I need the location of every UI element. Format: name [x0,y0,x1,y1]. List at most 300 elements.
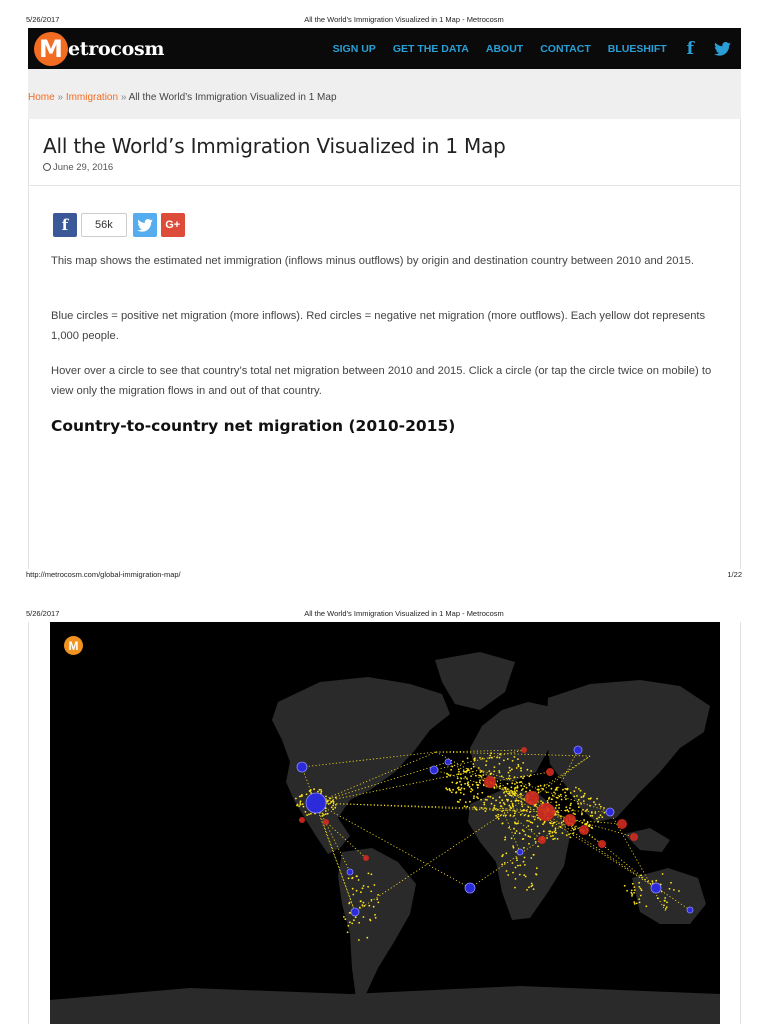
outflow-country-circle[interactable] [598,840,606,848]
outflow-country-circle[interactable] [363,855,369,861]
migration-dot [467,783,469,785]
migration-dot [483,785,485,787]
migration-dot [325,813,327,815]
migration-dot [533,888,535,890]
migration-dot [464,776,466,778]
migration-dot [472,784,474,786]
asia-shape [546,680,710,822]
migration-dot [459,781,461,783]
migration-dot [568,811,570,813]
migration-dot [458,771,460,773]
migration-dot [446,776,448,778]
migration-dot [370,891,372,893]
migration-dot [331,801,333,803]
migration-dot [498,770,500,772]
migration-dot [537,817,539,819]
migration-dot [589,798,591,800]
migration-dot [535,841,537,843]
migration-dot [473,795,475,797]
migration-dot [526,889,528,891]
migration-dot [368,873,370,875]
breadcrumb-home[interactable]: Home [28,92,55,103]
migration-dot [554,822,556,824]
migration-dot [599,804,601,806]
migration-dot [510,815,512,817]
migration-dot [306,793,308,795]
migration-dot [489,796,491,798]
migration-dot [538,789,540,791]
inflow-country-circle[interactable] [347,869,353,875]
outflow-country-circle[interactable] [546,768,554,776]
migration-dot [525,834,527,836]
instructions-paragraph: Hover over a circle to see that country’s total net migration between 2010 and 2015. Click a circle (or tap the circle twice on mobile) to view only the migration flows in and out of that country. [51,365,712,397]
inflow-country-circle[interactable] [517,849,523,855]
migration-dot [308,814,310,816]
migration-dot [532,885,534,887]
nav-about[interactable]: ABOUT [485,42,524,55]
migration-dot [504,862,506,864]
migration-dot [514,776,516,778]
migration-dot [537,826,539,828]
migration-dot [641,889,643,891]
migration-dot [523,776,525,778]
print-date: 5/26/2017 [26,15,60,24]
migration-dot [574,813,576,815]
migration-dot [303,806,305,808]
migration-dot [570,792,572,794]
migration-dot [529,790,531,792]
twitter-icon [137,219,153,232]
migration-dot [335,804,337,806]
migration-dot [348,903,350,905]
migration-dot [452,766,454,768]
migration-dot [325,796,327,798]
migration-dot [565,806,567,808]
migration-dot [504,839,506,841]
migration-dot [506,791,508,793]
migration-dot [366,937,368,939]
migration-dot [460,789,462,791]
migration-dot [556,789,558,791]
migration-dot [601,816,603,818]
migration-dot [470,791,472,793]
migration-dot [463,794,465,796]
migration-dot [500,815,502,817]
migration-dot [520,767,522,769]
migration-dot [494,766,496,768]
migration-dot [520,814,522,816]
migration-dot [590,815,592,817]
migration-dot [664,897,666,899]
migration-dot [555,801,557,803]
inflow-country-circle[interactable] [574,746,582,754]
migration-dot [514,812,516,814]
breadcrumb-band [28,69,741,119]
migration-dot [508,772,510,774]
migration-dot [572,809,574,811]
migration-dot [460,784,462,786]
migration-dot [516,790,518,792]
migration-dot [524,864,526,866]
migration-dot [322,813,324,815]
migration-dot [542,823,544,825]
migration-dot [445,787,447,789]
migration-dot [492,797,494,799]
migration-dot [451,791,453,793]
migration-map-canvas[interactable] [50,622,720,1024]
migration-dot [469,801,471,803]
migration-dot [330,797,332,799]
nav-contact[interactable]: CONTACT [540,42,591,55]
migration-dot [561,799,563,801]
migration-dot [556,811,558,813]
site-logo[interactable] [34,31,164,66]
migration-dot [673,889,675,891]
migration-dot [514,790,516,792]
inflow-country-circle[interactable] [465,883,475,893]
migration-dot [523,831,525,833]
migration-dot [537,786,539,788]
migration-dot [548,798,550,800]
migration-dot [448,774,450,776]
migration-dot [499,753,501,755]
migration-dot [547,800,549,802]
migration-dot [515,851,517,853]
migration-dot [666,906,668,908]
migration-dot [483,802,485,804]
migration-dot [359,907,361,909]
migration-dot [546,837,548,839]
migration-dot [481,770,483,772]
migration-dot [506,870,508,872]
outflow-country-circle[interactable] [537,803,555,821]
migration-dot [347,925,349,927]
migration-dot [560,815,562,817]
migration-dot [520,770,522,772]
migration-dot [540,785,542,787]
breadcrumb-category[interactable]: Immigration [65,92,119,103]
migration-dot [530,821,532,823]
migration-dot [494,805,496,807]
migration-dot [482,758,484,760]
migration-dot [516,767,518,769]
migration-dot [358,939,360,941]
migration-dot [484,807,486,809]
migration-dot [472,763,474,765]
migration-dot [549,833,551,835]
migration-dot [521,810,523,812]
migration-dot [498,818,500,820]
migration-dot [517,758,519,760]
migration-dot [368,905,370,907]
migration-dot [523,874,525,876]
migration-dot [459,799,461,801]
migration-dot [299,802,301,804]
migration-dot [511,782,513,784]
migration-dot [582,809,584,811]
migration-dot [360,891,362,893]
migration-dot [504,836,506,838]
migration-dot [564,792,566,794]
migration-dot [501,864,503,866]
migration-dot [358,922,360,924]
migration-dot [586,823,588,825]
migration-dot [581,812,583,814]
inflow-country-circle[interactable] [297,762,307,772]
print-title: All the World's Immigration Visualized in 1 Map - Metrocosm [304,15,504,24]
outflow-country-circle[interactable] [521,747,527,753]
outflow-country-circle[interactable] [564,814,576,826]
migration-dot [479,775,481,777]
migration-dot [508,778,510,780]
migration-dot [460,773,462,775]
migration-dot [569,807,571,809]
migration-dot [452,789,454,791]
migration-dot [344,918,346,920]
outflow-country-circle[interactable] [579,825,589,835]
migration-dot [578,806,580,808]
migration-dot [449,775,451,777]
antarctica-shape [50,986,720,1024]
migration-dot [624,885,626,887]
migration-dot [551,798,553,800]
migration-dot [597,821,599,823]
print-header [0,12,768,26]
migration-dot [446,773,448,775]
migration-dot [512,845,514,847]
inflow-country-circle[interactable] [606,808,614,816]
migration-dot [580,790,582,792]
migration-dot [556,805,558,807]
migration-dot [505,852,507,854]
migration-dot [481,792,483,794]
clock-icon [43,163,51,171]
twitter-share-button[interactable] [133,213,157,237]
migration-dot [334,807,336,809]
inflow-country-circle[interactable] [306,793,326,813]
logo-mark: M [34,32,68,66]
migration-dot [497,809,499,811]
migration-dot [495,815,497,817]
nav-links [316,28,731,69]
migration-dot [661,891,663,893]
migration-dot [557,797,559,799]
migration-dot [509,792,511,794]
inflow-country-circle[interactable] [430,766,438,774]
twitter-icon[interactable] [714,42,731,56]
section-heading: Country-to-country net migration (2010-2015) [51,417,456,435]
migration-dot [578,788,580,790]
migration-dot [534,838,536,840]
migration-dot [514,810,516,812]
migration-dot [574,828,576,830]
migration-dot [528,843,530,845]
inflow-country-circle[interactable] [651,883,661,893]
migration-dot [516,859,518,861]
migration-dot [581,822,583,824]
migration-dot [514,823,516,825]
migration-dot [509,775,511,777]
migration-dot [348,877,350,879]
migration-dot [502,854,504,856]
inflow-country-circle[interactable] [445,759,451,765]
migration-dot [512,862,514,864]
migration-dot [470,775,472,777]
migration-dot [503,792,505,794]
migration-dot [460,792,462,794]
migration-dot [456,782,458,784]
outflow-country-circle[interactable] [538,836,546,844]
migration-dot [353,919,355,921]
migration-dot [638,898,640,900]
migration-dot [513,828,515,830]
nav-blueshift[interactable]: BLUESHIFT [607,42,667,55]
migration-dot [352,894,354,896]
migration-dot [555,829,557,831]
migration-dot [525,791,527,793]
migration-dot [562,832,564,834]
facebook-share-button[interactable] [53,213,77,237]
nav-get-the-data[interactable]: GET THE DATA [392,42,469,55]
outflow-country-circle[interactable] [299,817,305,823]
migration-dot [546,792,548,794]
migration-dot [332,805,334,807]
migration-dot [476,796,478,798]
migration-dot [514,887,516,889]
migration-dot [666,901,668,903]
outflow-country-circle[interactable] [323,819,329,825]
migration-dot [555,813,557,815]
migration-dot [600,806,602,808]
migration-dot [499,763,501,765]
migration-dot [461,787,463,789]
breadcrumb-separator: » [120,92,127,103]
migration-dot [543,830,545,832]
migration-dot [331,807,333,809]
migration-dot [463,770,465,772]
migration-dot [511,786,513,788]
migration-map[interactable] [50,622,720,1024]
inflow-country-circle[interactable] [351,908,359,916]
migration-dot [513,847,515,849]
migration-dot [594,812,596,814]
migration-dot [538,833,540,835]
migration-dot [634,889,636,891]
migration-dot [356,890,358,892]
migration-dot [500,805,502,807]
migration-dot [536,867,538,869]
migration-dot [662,873,664,875]
migration-dot [492,809,494,811]
facebook-icon: f [61,216,69,234]
migration-dot [639,902,641,904]
migration-dot [375,917,377,919]
migration-dot [530,770,532,772]
migration-dot [531,829,533,831]
migration-dot [596,818,598,820]
migration-dot [479,757,481,759]
migration-dot [499,796,501,798]
facebook-icon[interactable]: f [686,38,694,59]
migration-dot [524,857,526,859]
migration-dot [367,886,369,888]
migration-dot [558,804,560,806]
migration-dot [538,791,540,793]
migration-dot [449,788,451,790]
migration-dot [514,792,516,794]
migration-dot [520,785,522,787]
migration-dot [332,808,334,810]
outflow-country-circle[interactable] [630,833,638,841]
migration-dot [363,916,365,918]
migration-dot [360,900,362,902]
migration-dot [631,893,633,895]
outflow-country-circle[interactable] [617,819,627,829]
migration-dot [497,816,499,818]
migration-dot [335,797,337,799]
migration-dot [449,790,451,792]
migration-dot [633,886,635,888]
migration-dot [633,901,635,903]
migration-dot [576,795,578,797]
article-title: All the World’s Immigration Visualized in 1 Map [43,134,506,158]
greenland-shape [435,652,515,710]
migration-dot [552,832,554,834]
migration-dot [310,813,312,815]
migration-dot [298,805,300,807]
article-card [28,119,741,569]
nav-sign-up[interactable]: SIGN UP [332,42,376,55]
migration-dot [475,775,477,777]
migration-dot [523,838,525,840]
migration-dot [529,811,531,813]
migration-dot [516,782,518,784]
migration-dot [305,811,307,813]
outflow-country-circle[interactable] [484,776,496,788]
migration-dot [479,781,481,783]
migration-dot [552,795,554,797]
article-date [43,162,113,173]
migration-dot [458,787,460,789]
migration-dot [512,760,514,762]
intro-paragraph: This map shows the estimated net immigration (inflows minus outflows) by origin and destination country between 2010 and 2015. [51,255,695,267]
migration-dot [509,767,511,769]
migration-dot [306,814,308,816]
outflow-country-circle[interactable] [525,791,539,805]
migration-dot [557,838,559,840]
inflow-country-circle[interactable] [687,907,693,913]
migration-dot [521,803,523,805]
migration-dot [645,905,647,907]
migration-dot [665,908,667,910]
migration-dot [501,799,503,801]
google-plus-share-button[interactable] [161,213,185,237]
migration-dot [522,762,524,764]
migration-dot [552,823,554,825]
migration-dot [458,789,460,791]
migration-dot [570,803,572,805]
migration-dot [499,785,501,787]
migration-dot [548,785,550,787]
migration-dot [603,807,605,809]
migration-dot [501,775,503,777]
migration-dot [562,789,564,791]
migration-dot [552,838,554,840]
migration-dot [493,807,495,809]
migration-dot [678,890,680,892]
migration-dot [477,787,479,789]
migration-dot [584,793,586,795]
